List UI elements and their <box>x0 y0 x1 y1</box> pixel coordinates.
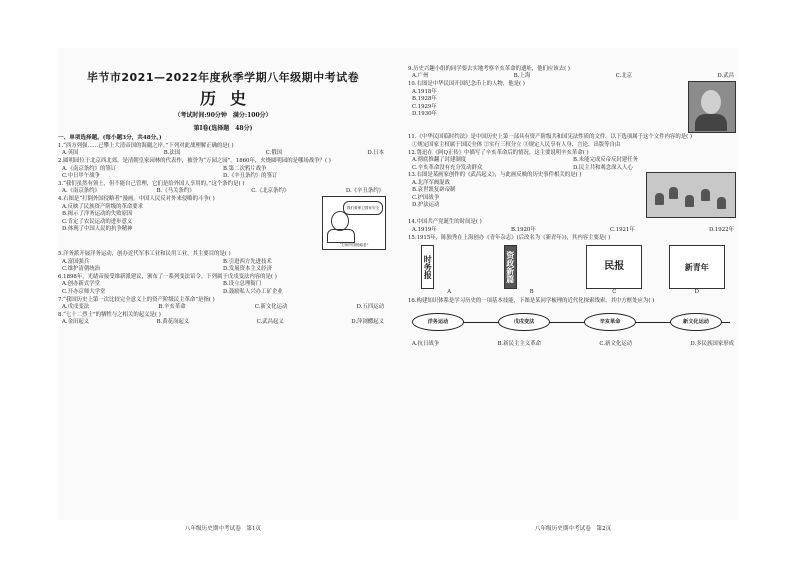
option: C.1929年 <box>412 103 437 110</box>
option: B.引进西方先进技术 <box>223 258 272 265</box>
question-13 <box>408 172 738 209</box>
option: C.北京 <box>615 73 633 80</box>
cartoon-bubble: 我们要保卫国家安全 <box>343 201 383 215</box>
coin-portrait-image <box>688 81 736 133</box>
cartoon-image <box>322 196 386 250</box>
question-stem: 10.右图是中华民国开国纪念币上的人物，他是( ) <box>408 81 525 88</box>
flow-node: 辛亥革命 <box>584 313 636 331</box>
option: A.金田起义 <box>62 319 90 326</box>
question-3 <box>58 181 388 196</box>
option: D.五四运动 <box>356 304 384 311</box>
option: A.北洋军阀混战 <box>412 179 450 186</box>
option: A.《南京条约》 <box>62 188 100 195</box>
option: C.1921年 <box>610 226 635 233</box>
option: D.发展资本主义经济 <box>223 266 272 273</box>
portrait-shoulders <box>695 114 727 131</box>
option: B.1920年 <box>510 226 536 233</box>
option: D.1930年 <box>412 111 437 118</box>
option: D.1922年 <box>709 226 734 233</box>
question-5 <box>58 251 388 273</box>
exam-meta: （考试时间:90分钟 满分:100分） <box>174 112 272 120</box>
part-heading: 第Ⅰ卷(选择题 48分) <box>193 124 253 132</box>
flow-diagram <box>412 309 734 339</box>
option: A.广州 <box>412 73 429 80</box>
option: C.新文化运动 <box>254 304 288 311</box>
option: C.新文化运动 <box>599 341 633 347</box>
question-stem: 14.中国共产党诞生的时间是( ) <box>408 219 482 226</box>
option: A.1919年 <box>412 226 437 233</box>
exam-title: 毕节市2021—2022年度秋季学期八年级期中考试卷 <box>86 71 360 84</box>
option: B.1928年 <box>412 96 437 103</box>
magazine-label: D <box>694 289 699 296</box>
option: D.多民族国家形成 <box>690 341 734 347</box>
option: D.鼓励私人兴办工矿企业 <box>223 288 283 295</box>
magazine-cover: 资政新篇 <box>504 245 517 289</box>
magazine-label: B <box>529 289 534 296</box>
option: B.设立总理衙门 <box>223 281 262 288</box>
portrait-face <box>701 90 721 114</box>
magazine-option-d <box>669 245 725 296</box>
option: A.创办新式学堂 <box>62 281 100 288</box>
question-1 <box>58 143 388 158</box>
question-7 <box>58 297 388 312</box>
option: A.《南京条约》的签订 <box>62 165 117 172</box>
cartoon-head <box>331 211 349 231</box>
option: B.辛亥革命 <box>158 304 186 311</box>
magazine-cover: 新青年 <box>669 245 725 289</box>
option: A.反映了民族资产阶级的革命要求 <box>62 203 144 210</box>
question-11 <box>408 134 738 149</box>
magazine-option-b <box>504 245 560 296</box>
painting-image <box>646 172 736 218</box>
question-14 <box>408 219 738 234</box>
option: C.中日甲午战争 <box>62 173 100 180</box>
option: D.萍浏醴起义 <box>351 319 384 326</box>
right-column <box>408 48 738 533</box>
question-10 <box>408 81 738 118</box>
option: D.护法运动 <box>412 202 440 209</box>
question-stem: 8.“七十二烈士”的牺牲与之相关的起义是( ) <box>58 312 161 319</box>
magazine-label: A <box>447 289 452 296</box>
option: ①规定国家主权属于国民全体 ②实行三权分立 ③规定人民享有人身、言论、出版等自由 <box>412 141 621 148</box>
question-stem: 2.圆明园位于北京西北郊，是清朝皇家园林的代表作，被誉为“万园之园”。1860年，火烧圆明园的是哪场战争？( ) <box>58 158 331 165</box>
option: B.新民主主义革命 <box>497 341 541 347</box>
question-stem: 7.“我国历史上第一次比较完全意义上的资产阶级民主革命”是指( ) <box>58 296 215 303</box>
flow-node: 戊戌变法 <box>498 313 550 331</box>
option: A.英国 <box>62 150 79 157</box>
magazine-label: C <box>612 289 617 296</box>
option: C.开办京师大学堂 <box>62 288 106 295</box>
footer-left: 八年级历史期中考试卷 第1页 <box>184 526 262 533</box>
option: C.武昌起义 <box>256 319 284 326</box>
option: B.揭示了洋务运动的失败原因 <box>62 211 133 218</box>
option: D.体现了中国人民的抗争精神 <box>62 226 133 233</box>
question-stem: 4.右图是“打倒外国侵略者”漫画。中国人民反对外来侵略的斗争( ) <box>58 196 215 203</box>
option: C.辛亥革命没有充分发动群众 <box>412 164 483 171</box>
question-stem: 3.“我们虽然有领土，但不能自己管理，它们是给外国人享用的。”这个条约是( ) <box>58 180 245 187</box>
option: A.抗日战争 <box>412 341 440 347</box>
question-stem: 1.“西方列强……已攀上大清帝国的海疆之岸。”下列对此战理解正确的是( ) <box>58 142 234 149</box>
question-6 <box>58 274 388 296</box>
question-stem: 16.构建知识体系是学习历史的一项基本技能，下图是某同学梳理的近代化探索线索，其中方框处应为( ) <box>408 297 655 304</box>
flow-node: 新文化运动 <box>670 313 722 331</box>
question-stem: 13.右图是某画家创作的《武昌起义》，与此画反映的历史事件相关的是( ) <box>408 172 582 179</box>
option: B.第二次鸦片战争 <box>223 165 267 172</box>
exam-sheet <box>58 48 738 533</box>
option: B.《马关条约》 <box>156 188 195 195</box>
magazine-options <box>408 245 738 296</box>
question-stem: 12.鲁迅在《阿Q正传》中描写了辛亥革命后的情况。这主要说明辛亥革命( ) <box>408 149 589 156</box>
option: D.《辛丑条约》的签订 <box>223 173 278 180</box>
left-column <box>58 48 388 533</box>
question-15 <box>408 235 738 297</box>
magazine-option-a <box>421 245 477 296</box>
option: B.上海 <box>513 73 531 80</box>
footer-right: 八年级历史期中考试卷 第2页 <box>534 526 612 533</box>
option: D.日本 <box>367 150 384 157</box>
option: B.法国 <box>163 150 181 157</box>
option: C.俄国 <box>265 150 283 157</box>
option: D.民主共和观念深入人心 <box>573 164 633 171</box>
question-8 <box>58 312 388 327</box>
magazine-option-c <box>586 245 642 296</box>
option: B.袁世凯复辟帝制 <box>412 187 456 194</box>
question-stem: 9.历史兴趣小组的同学要去实地考察辛亥革命的遗址，他们应该去( ) <box>408 66 571 72</box>
option: C.护国战争 <box>412 194 440 201</box>
question-9 <box>408 66 738 81</box>
question-stem: 11.《中华民国临时约法》是中国历史上第一部具有资产阶级共和国宪法性质的文件。以下选项属于这个文件内容的是( ) <box>408 134 693 141</box>
cartoon-caption: “打倒外国侵略者” <box>339 243 369 248</box>
option: A.1918年 <box>412 88 437 95</box>
option: C.肯定了农民运动的进步意义 <box>62 218 133 225</box>
magazine-cover: 民报 <box>586 245 642 289</box>
option: B.黄花岗起义 <box>156 319 190 326</box>
option: C.维护清朝统治 <box>62 266 100 273</box>
question-stem: 5.洋务派开展洋务运动，创办近代军事工业和民用工业，其主要目的是( ) <box>58 251 231 258</box>
question-4 <box>58 196 388 248</box>
flow-node: 洋务运动 <box>412 313 464 331</box>
option: D.武昌 <box>717 73 734 80</box>
option: A.戊戌变法 <box>62 304 90 311</box>
option: D.《辛丑条约》 <box>345 188 384 195</box>
subject-title: 历史 <box>199 89 260 109</box>
question-2 <box>58 158 388 180</box>
option: B.未能完成反帝反封建任务 <box>573 157 638 164</box>
magazine-cover: 时务报 <box>421 245 434 289</box>
option: A.富国强兵 <box>62 258 90 265</box>
option: C.《北京条约》 <box>251 188 290 195</box>
question-stem: 6.1898年，光绪帝接受维新派建议，颁布了一系列变法诏令。下列属于戊戌变法内容的是( ) <box>58 273 277 280</box>
question-stem: 15.1915年，陈独秀在上海创办《青年杂志》(后改名为《新青年》)，其内容主要是( ) <box>408 234 611 241</box>
question-12 <box>408 150 738 172</box>
section-heading: 一、单项选择题。(每小题3分，共48分。) <box>58 134 162 141</box>
question-16 <box>408 298 738 349</box>
cartoon-body <box>327 229 355 243</box>
option: A.彻底推翻了封建制度 <box>412 157 467 164</box>
